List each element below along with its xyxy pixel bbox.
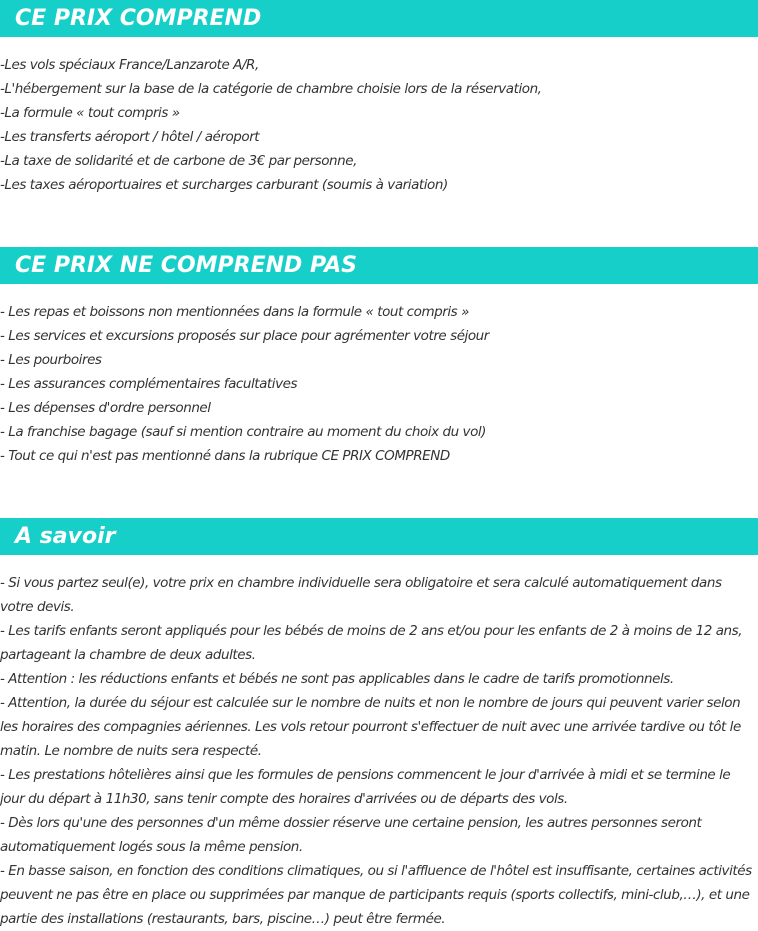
info-paragraph: - En basse saison, en fonction des conditions climatiques, ou si l'affluence de l'hôtel est insuffisante, certaines activités peuvent ne pas être en place ou supprimées par manque de participants requis (sports collectifs, mini-club,…), et une partie des installations (restaurants, bars, piscine…) peut être fermée. <box>0 863 752 927</box>
list-item: -La taxe de solidarité et de carbone de 3€ par personne, <box>0 153 357 169</box>
excluded-list <box>0 300 758 468</box>
list-item: -Les vols spéciaux France/Lanzarote A/R, <box>0 57 259 73</box>
list-item: -Les transferts aéroport / hôtel / aéroport <box>0 129 260 145</box>
list-item: - Tout ce qui n'est pas mentionné dans la rubrique CE PRIX COMPREND <box>0 448 450 464</box>
info-paragraph: - Si vous partez seul(e), votre prix en chambre individuelle sera obligatoire et sera calculé automatiquement dans votre devis. <box>0 575 722 615</box>
section-header-excluded <box>0 247 758 284</box>
list-item: -La formule « tout compris » <box>0 105 180 121</box>
list-item: -L'hébergement sur la base de la catégorie de chambre choisie lors de la réservation, <box>0 81 542 97</box>
list-item: - Les dépenses d'ordre personnel <box>0 400 211 416</box>
list-item: - Les assurances complémentaires facultatives <box>0 376 298 392</box>
section-title-included: CE PRIX COMPREND <box>15 6 262 31</box>
info-paragraph: - Les tarifs enfants seront appliqués pour les bébés de moins de 2 ans et/ou pour les enfants de 2 à moins de 12 ans, partageant la chambre de deux adultes. <box>0 623 743 663</box>
list-item: - Les pourboires <box>0 352 102 368</box>
list-item: -Les taxes aéroportuaires et surcharges carburant (soumis à variation) <box>0 177 448 193</box>
section-title-info: A savoir <box>15 524 116 549</box>
info-paragraph: - Dès lors qu'une des personnes d'un même dossier réserve une certaine pension, les autres personnes seront automatiquement logés sous la même pension. <box>0 815 702 855</box>
section-header-included <box>0 0 758 37</box>
info-paragraph: - Les prestations hôtelières ainsi que les formules de pensions commencent le jour d'arrivée à midi et se termine le jour du départ à 11h30, sans tenir compte des horaires d'arrivées ou de départs des vols. <box>0 767 731 807</box>
info-paragraph: - Attention, la durée du séjour est calculée sur le nombre de nuits et non le nombre de jours qui peuvent varier selon les horaires des compagnies aériennes. Les vols retour pourront s'effectuer de nuit avec une arrivée tardive ou tôt le matin. Le nombre de nuits sera respecté. <box>0 695 741 759</box>
list-item: - Les services et excursions proposés sur place pour agrémenter votre séjour <box>0 328 489 344</box>
info-text-block <box>0 571 756 931</box>
list-item: - Les repas et boissons non mentionnées dans la formule « tout compris » <box>0 304 469 320</box>
included-list <box>0 53 758 197</box>
section-header-info <box>0 518 758 555</box>
list-item: - La franchise bagage (sauf si mention contraire au moment du choix du vol) <box>0 424 487 440</box>
info-paragraph: - Attention : les réductions enfants et bébés ne sont pas applicables dans le cadre de tarifs promotionnels. <box>0 671 674 687</box>
section-title-excluded: CE PRIX NE COMPREND PAS <box>15 253 357 278</box>
